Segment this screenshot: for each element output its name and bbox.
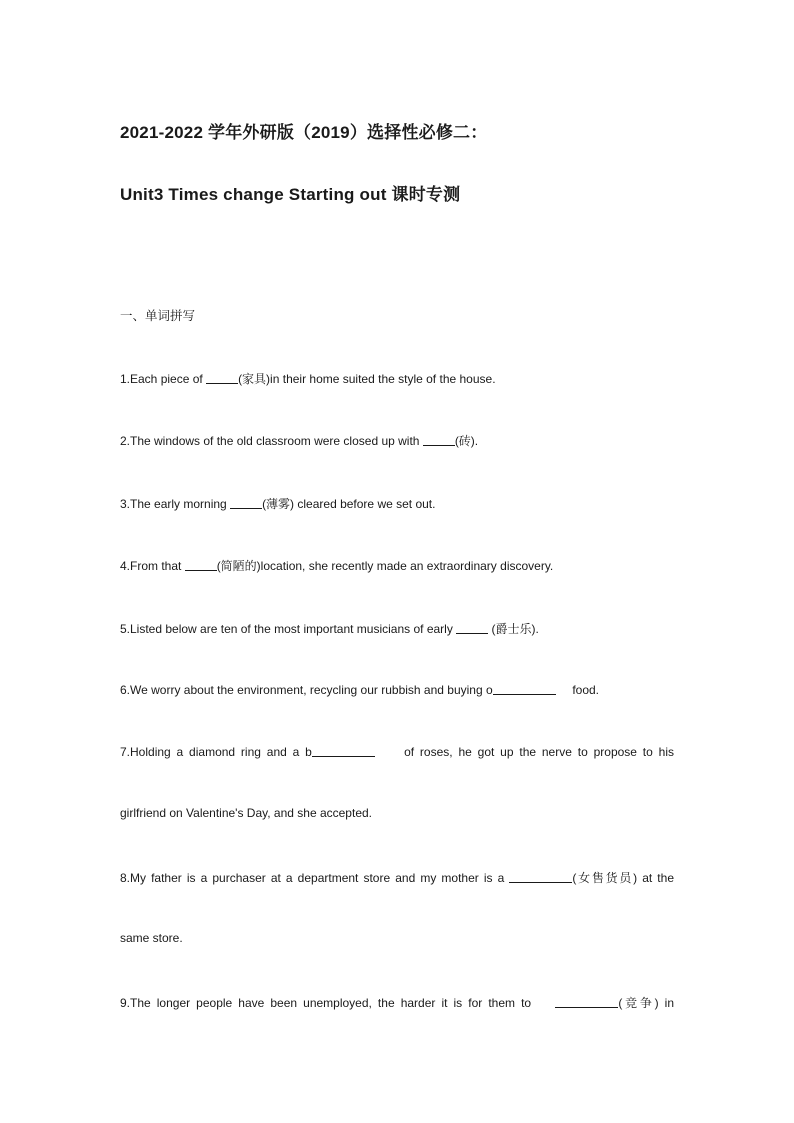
answer-blank[interactable] — [423, 433, 455, 446]
document-subtitle: Unit3 Times change Starting out 课时专测 — [120, 185, 461, 204]
question-text: 2.The windows of the old classroom were closed up with — [120, 434, 423, 448]
answer-blank[interactable] — [185, 558, 217, 571]
question-3 — [120, 495, 435, 512]
question-text: (女售货员) at the — [572, 871, 674, 885]
answer-blank[interactable] — [206, 371, 238, 384]
question-8-continuation: same store. — [120, 931, 183, 945]
question-1 — [120, 370, 496, 387]
section-heading: 一、单词拼写 — [120, 309, 196, 323]
answer-blank[interactable] — [230, 496, 262, 509]
question-text: 5.Listed below are ten of the most important musicians of early — [120, 622, 457, 636]
question-text: 8.My father is a purchaser at a department store and my mother is a — [120, 871, 510, 885]
answer-blank[interactable] — [493, 682, 556, 695]
question-text: (爵士乐). — [488, 622, 539, 636]
question-text: (薄雾) cleared before we set out. — [262, 497, 436, 511]
question-4 — [120, 557, 553, 574]
question-text: 9.The longer people have been unemployed, the harder it is for them to — [120, 996, 556, 1010]
question-text: food. — [555, 683, 600, 697]
question-text: 4.From that — [120, 559, 185, 573]
question-2 — [120, 432, 478, 449]
question-text: (简陋的)location, she recently made an extraordinary discovery. — [216, 559, 554, 573]
question-7 — [120, 744, 674, 759]
document-title: 2021-2022 学年外研版（2019）选择性必修二： — [120, 123, 488, 142]
question-7-continuation: girlfriend on Valentine's Day, and she accepted. — [120, 806, 372, 820]
answer-blank[interactable] — [456, 621, 488, 634]
answer-blank[interactable] — [312, 744, 375, 757]
question-text: 6.We worry about the environment, recycling our rubbish and buying o — [120, 683, 493, 697]
question-text: of roses, he got up the nerve to propose to his — [374, 745, 674, 759]
question-line — [120, 744, 674, 759]
question-text: (竞争) in — [618, 996, 675, 1010]
answer-blank[interactable] — [509, 870, 572, 883]
question-text: 1.Each piece of — [120, 372, 207, 386]
question-text: (家具)in their home suited the style of the house. — [238, 372, 496, 386]
question-line — [120, 869, 674, 886]
question-6 — [120, 682, 599, 697]
question-text: 7.Holding a diamond ring and a b — [120, 745, 312, 759]
question-text: 3.The early morning — [120, 497, 231, 511]
question-8 — [120, 869, 674, 886]
question-9 — [120, 994, 674, 1011]
question-text: (砖). — [454, 434, 479, 448]
answer-blank[interactable] — [555, 995, 618, 1008]
question-line — [120, 994, 674, 1011]
question-5 — [120, 620, 539, 637]
